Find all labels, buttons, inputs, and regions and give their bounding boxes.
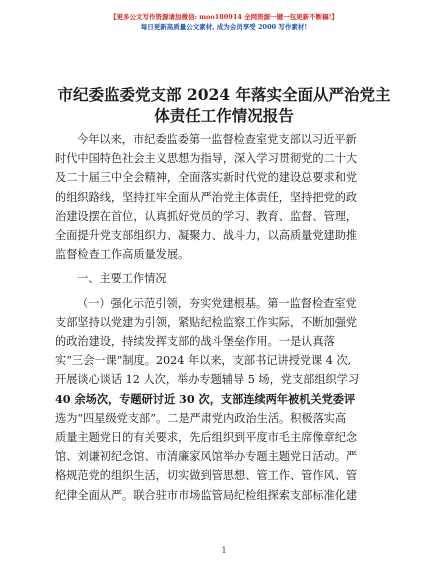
- body-line: 全面提升党支部组织力、凝聚力、战斗力，以高质量党建助推: [55, 229, 358, 243]
- body-line: （一）强化示范引领，夯实党建根基。第一监督检查室党: [77, 296, 357, 310]
- body-line: 选为“四星级党支部”。二是严肃党内政治生活。积极落实高: [55, 411, 347, 425]
- body-line: 治建设摆在首位，认真抓好党员的学习、教育、监督、管理，: [55, 209, 358, 223]
- header-banner-line-1: 【更多公文写作资源请加微信: moo180914 全网资源一键一包更新不断稿!】: [110, 13, 338, 21]
- body-line: 的组织路线，坚持扛牢全面从严治党主体责任，坚持把党的政: [55, 190, 358, 204]
- body-line: 监督检查工作高质量发展。: [55, 248, 190, 262]
- body-line: 时代中国特色社会主义思想为指导，深入学习贯彻党的二十大: [55, 152, 358, 166]
- body-line: 支部坚持以党建为引领，紧贴纪检监察工作实际，不断加强党: [55, 315, 358, 329]
- body-line: 实“三会一课”制度。2024 年以来，支部书记讲授党课 4 次,: [55, 354, 352, 368]
- body-line: 40 余场次，专题研讨近 30 次，支部连续两年被机关党委评: [55, 391, 356, 406]
- body-line: 格规范党的组织生活，切实做到管思想、管工作、管作风、管: [55, 469, 358, 483]
- header-banner-line-2: 每日更新高质量公文素材, 成为会员享受 2000 写作素材!: [140, 23, 308, 31]
- section-heading-text: 一、主要工作情况: [77, 272, 167, 286]
- document-body: [55, 130, 395, 505]
- document-title: [30, 84, 418, 126]
- section-heading: [55, 269, 395, 288]
- body-line: 馆、刘谦初纪念馆、市清廉家风馆举办专题主题党日活动。严: [55, 450, 358, 464]
- body-line: 及二十届三中全会精神，全面落实新时代党的建设总要求和党: [55, 171, 358, 185]
- body-line: 的政治建设，持续发挥支部的战斗堡垒作用。一是认真落: [55, 335, 335, 349]
- intro-paragraph: [55, 130, 395, 264]
- title-line: 体责任工作情况报告: [154, 106, 294, 125]
- body-line: 质量主题党日的有关要求，先后组织到平度市毛主席像章纪念: [55, 431, 358, 445]
- item-1-paragraph: [55, 294, 395, 505]
- body-line: 纪律全面从严。联合驻市市场监管局纪检组探索支部标准化建: [55, 488, 358, 502]
- title-line: 市纪委监委党支部 2024 年落实全面从严治党主: [57, 85, 391, 104]
- body-line: 开展谈心谈话 12 人次，举办专题辅导 5 场，党支部组织学习: [55, 373, 360, 387]
- page-number: 1: [221, 546, 227, 555]
- body-line: 今年以来，市纪委监委第一监督检查室党支部以习近平新: [77, 133, 357, 146]
